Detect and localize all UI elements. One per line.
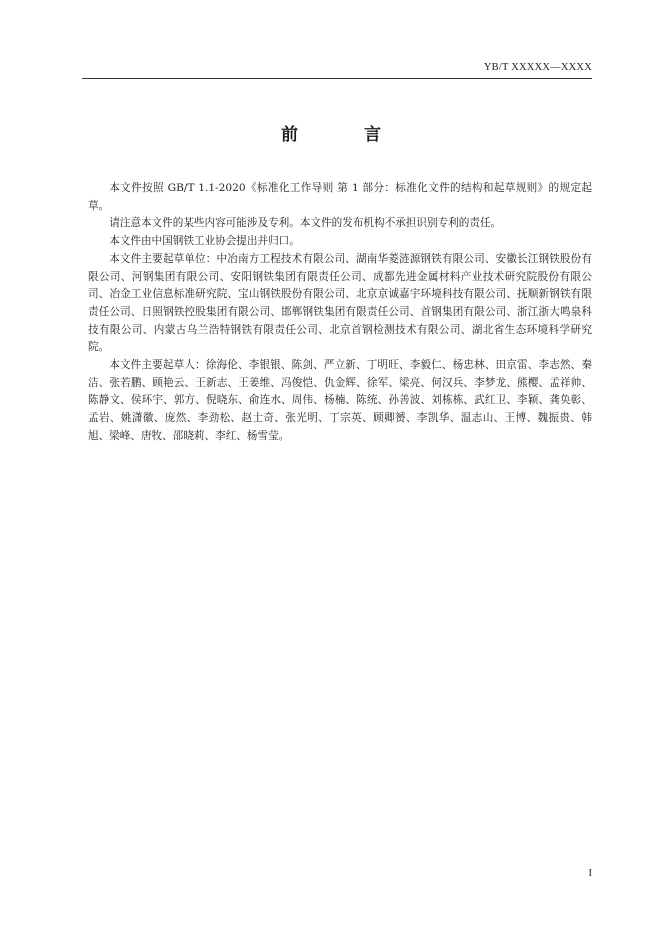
paragraph-proposer: 本文件由中国钢铁工业协会提出并归口。: [109, 235, 300, 248]
page-number: I: [588, 868, 592, 879]
page-title: 前 言: [281, 125, 411, 145]
foreword-body: [88, 180, 592, 446]
header-divider: [82, 78, 592, 79]
paragraph-patent-notice: 请注意本文件的某些内容可能涉及专利。本文件的发布机构不承担识别专利的责任。: [109, 217, 502, 230]
paragraph-drafters: 本文件主要起草人：徐海伦、李银银、陈剑、严立新、丁明旺、李毅仁、杨忠林、田京雷、李志然、秦洁、张若鹏、顾艳云、王新志、王姜维、冯俊恺、仇金辉、徐军、梁亮、何汉兵、李梦龙、熊樱、孟祥帅、陈静文、侯环宇、郭方、倪晓东、俞连水、周伟、杨楠、陈统、孙善波、刘栋栋、武红卫、李颖、龚奂彰、孟岩、姚潇徽、庞然、李劲松、赵士奇、张光明、丁宗英、顾卿赟、李凯华、温志山、王博、魏振贵、韩旭、梁峰、唐牧、邵晓莉、李红、杨雪莹。: [88, 359, 592, 442]
paragraph-drafting-rules: 本文件按照 GB/T 1.1-2020《标准化工作导则 第 1 部分：标准化文件的结构和起草规则》的规定起草。: [88, 182, 592, 212]
paragraph-drafting-units: 本文件主要起草单位：中冶南方工程技术有限公司、湖南华菱涟源钢铁有限公司、安徽长江钢铁股份有限公司、河钢集团有限公司、安阳钢铁集团有限责任公司、成都先进金属材料产业技术研究院股份有限公司、冶金工业信息标准研究院、宝山钢铁股份有限公司、北京京诚嘉宇环境科技有限公司、抚顺新钢铁有限责任公司、日照钢铁控股集团有限公司、邯郸钢铁集团有限责任公司、首钢集团有限公司、浙江浙大鸣泉科技有限公司、内蒙古乌兰浩特钢铁有限责任公司、北京首钢检测技术有限公司、湖北省生态环境科学研究院。: [88, 252, 592, 354]
standard-code: YB/T XXXXX—XXXX: [483, 62, 592, 73]
